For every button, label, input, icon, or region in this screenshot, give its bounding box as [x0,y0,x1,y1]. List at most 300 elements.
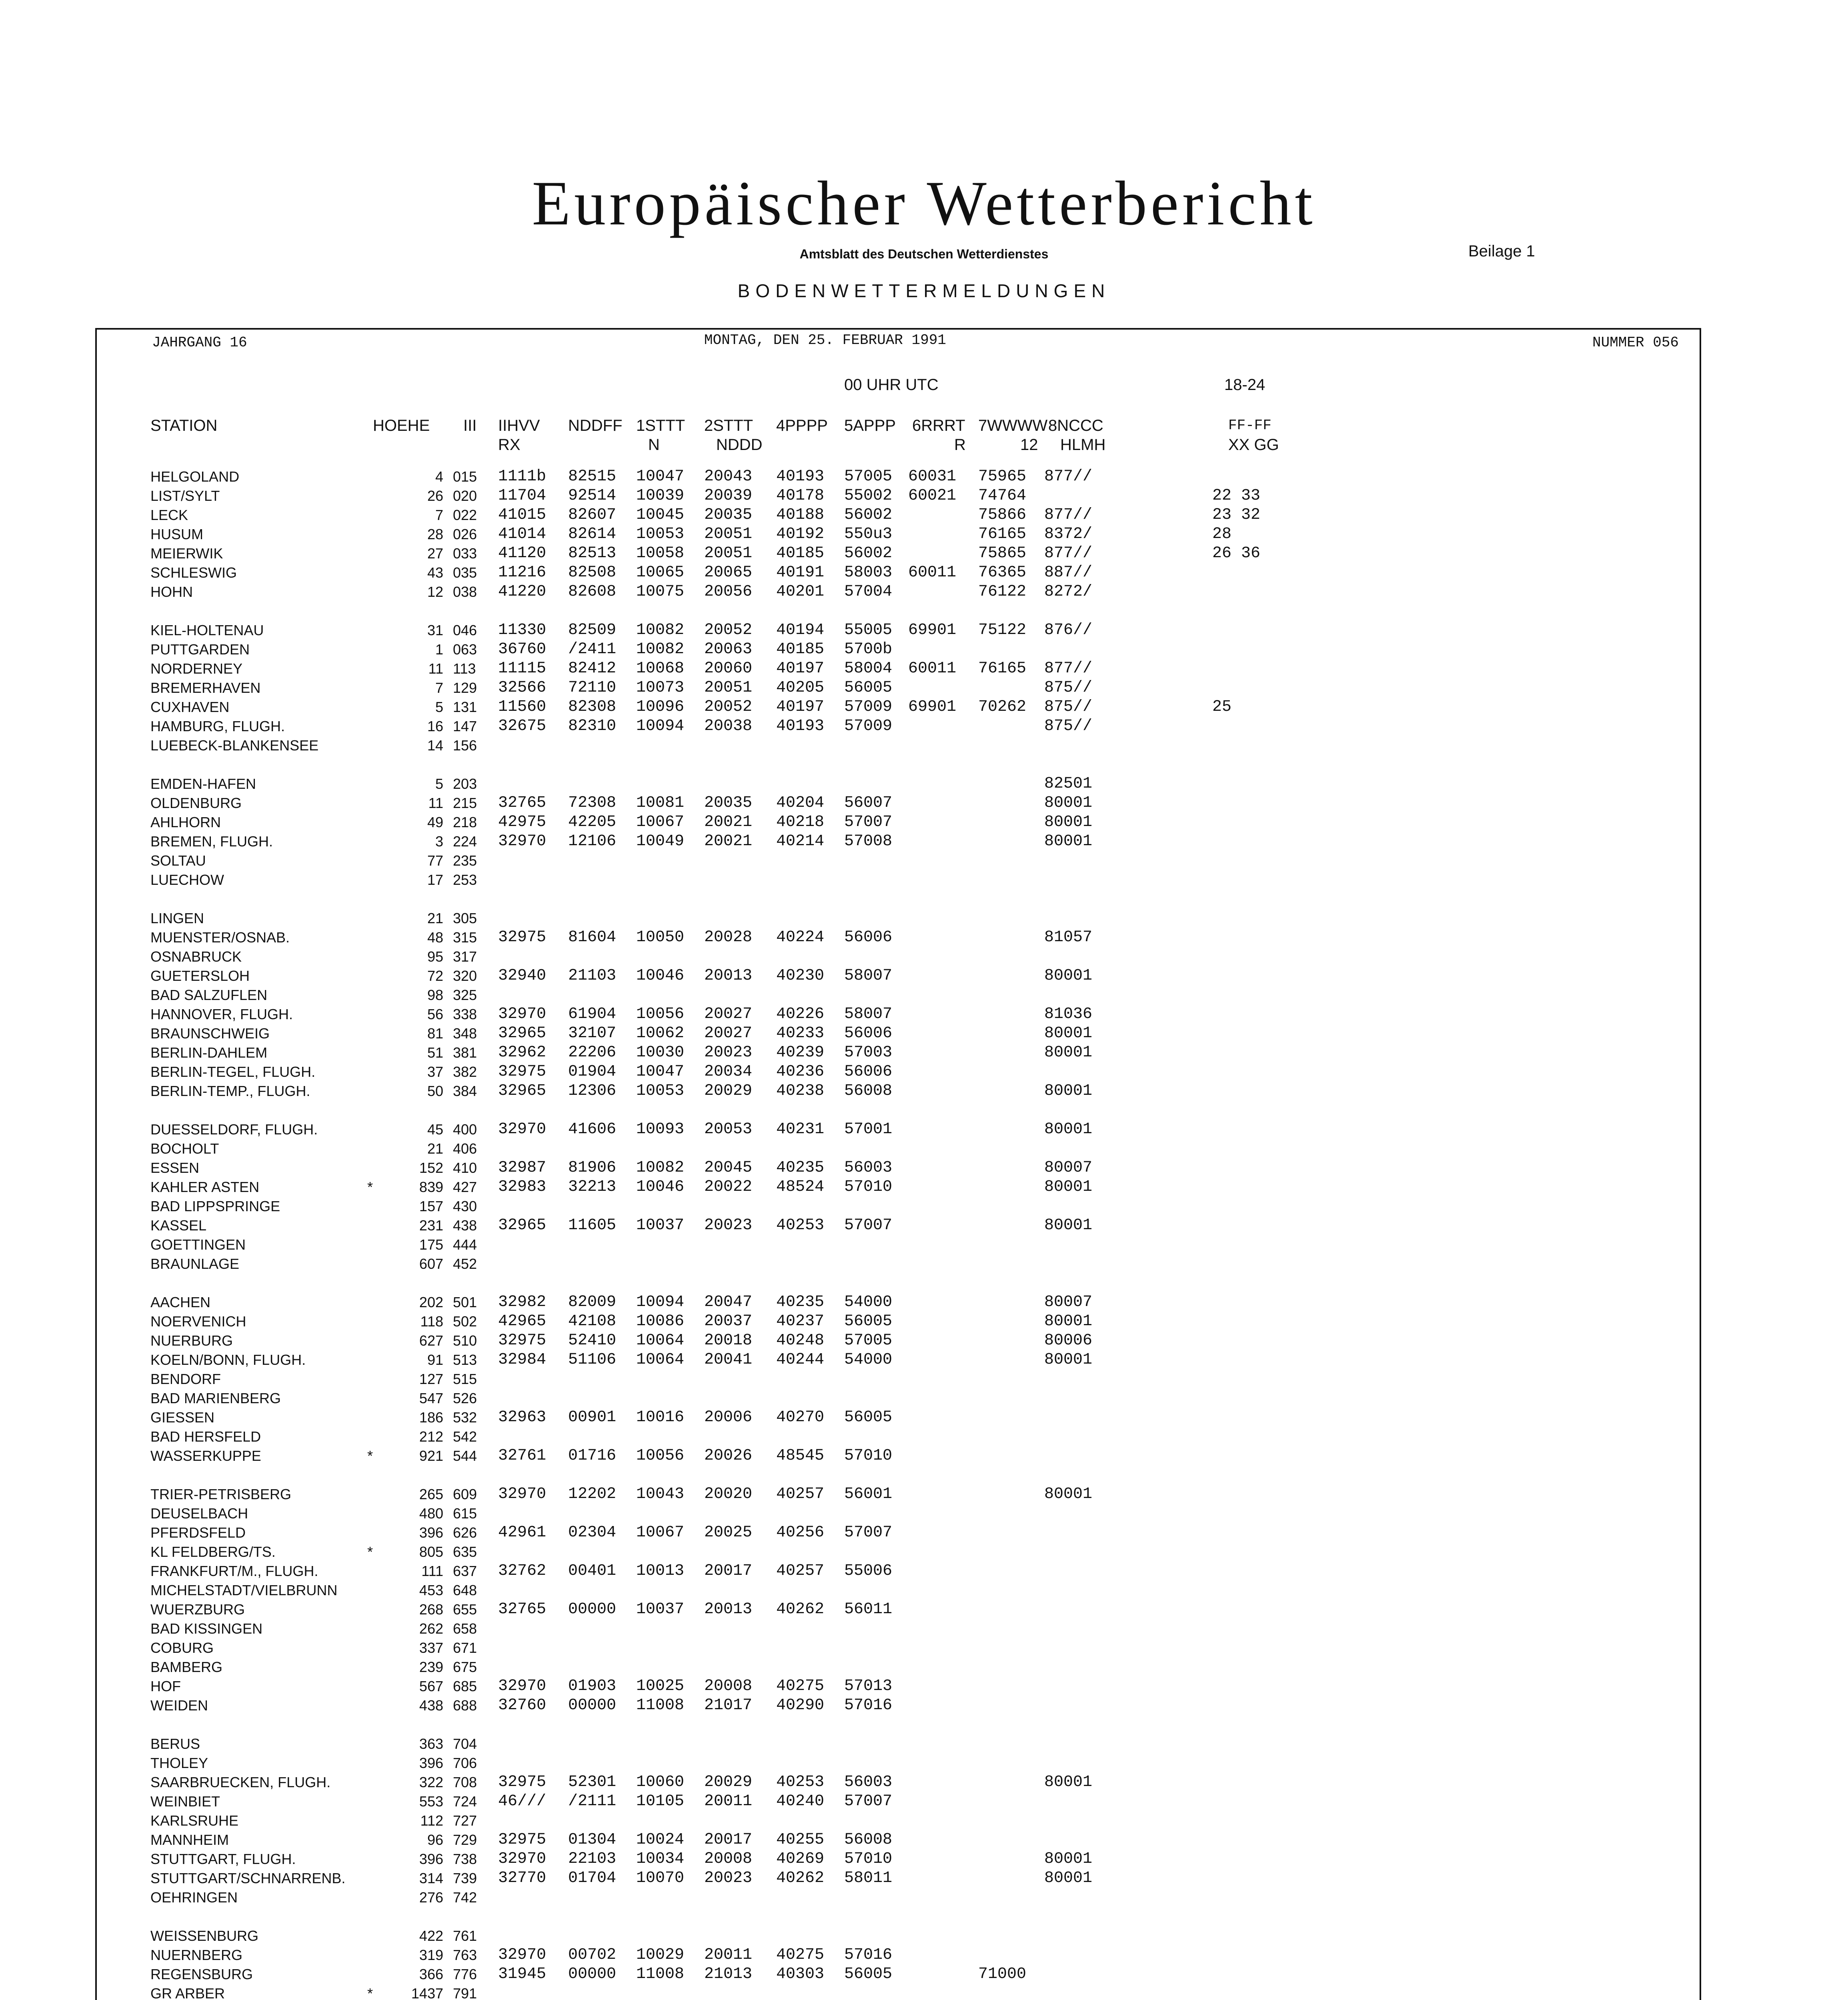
group-2sttt: 20034 [704,1063,753,1081]
station-id: 147 [453,718,477,734]
group-7wwww: 75866 [978,506,1027,524]
station-name: BAMBERG [150,1659,223,1675]
group-5appp: 57005 [844,468,893,486]
station-name: BAD MARIENBERG [150,1390,281,1406]
group-nddff: 52410 [568,1332,617,1350]
group-iihvv: 41220 [498,583,547,601]
group-iihvv: 32970 [498,1485,547,1503]
station-id: 022 [453,507,477,523]
group-iihvv: 32970 [498,832,547,850]
station-name: COBURG [150,1640,214,1656]
station-height: 127 [419,1371,443,1387]
column-header: 8NCCC [1048,417,1103,434]
table-row [0,1984,1848,2000]
group-7wwww: 76165 [978,525,1027,543]
group-5appp: 56008 [844,1831,893,1849]
station-name: HELGOLAND [150,468,240,485]
group-nddff: 52301 [568,1773,617,1791]
station-height: 48 [427,929,443,946]
group-5appp: 57005 [844,1332,893,1350]
station-height: 921 [419,1448,443,1464]
group-1sttt: 10065 [636,564,685,582]
group-8nccc: 8372/ [1044,525,1093,543]
group-iihvv: 32975 [498,1332,547,1350]
group-2sttt: 20006 [704,1408,753,1426]
station-height: 186 [419,1409,443,1426]
group-ffff: 22 33 [1212,487,1261,505]
group-5appp: 56006 [844,1063,893,1081]
group-iihvv: 32987 [498,1159,547,1177]
group-1sttt: 10045 [636,506,685,524]
station-name: GIESSEN [150,1409,215,1426]
table-row [0,506,1848,525]
station-name: SOLTAU [150,852,206,869]
group-4pppp: 40226 [776,1005,825,1023]
station-height: 91 [427,1352,443,1368]
station-height: 262 [419,1620,443,1637]
column-header: III [463,417,477,434]
group-5appp: 56001 [844,1485,893,1503]
station-height: 17 [427,872,443,888]
group-5appp: 56006 [844,928,893,946]
group-2sttt: 20056 [704,583,753,601]
group-2sttt: 20060 [704,660,753,678]
station-height: 5 [435,776,443,792]
station-name: KOELN/BONN, FLUGH. [150,1352,306,1368]
group-2sttt: 20021 [704,832,753,850]
station-id: 026 [453,526,477,542]
station-name: BERLIN-DAHLEM [150,1044,268,1061]
group-nddff: 01716 [568,1447,617,1465]
station-height: 14 [427,737,443,754]
station-id: 235 [453,852,477,869]
group-5appp: 56003 [844,1159,893,1177]
group-7wwww: 76365 [978,564,1027,582]
station-height: 202 [419,1294,443,1310]
group-1sttt: 10025 [636,1677,685,1695]
group-2sttt: 20065 [704,564,753,582]
group-1sttt: 10062 [636,1024,685,1042]
section-title: BODENWETTERMELDUNGEN [737,280,1111,301]
group-2sttt: 20023 [704,1869,753,1887]
station-height: 363 [419,1736,443,1752]
group-iihvv: 32970 [498,1946,547,1964]
group-2sttt: 21013 [704,1965,753,1983]
station-height: 81 [427,1025,443,1042]
station-height: 157 [419,1198,443,1214]
group-iihvv: 11115 [498,660,547,678]
group-1sttt: 10082 [636,640,685,658]
group-5appp: 56003 [844,1773,893,1791]
station-name: BERLIN-TEGEL, FLUGH. [150,1064,316,1080]
group-5appp: 58007 [844,1005,893,1023]
station-name: DUESSELDORF, FLUGH. [150,1121,318,1138]
group-nddff: 72110 [568,679,617,697]
table-row [0,966,1848,986]
station-name: WEISSENBURG [150,1928,259,1944]
group-1sttt: 10060 [636,1773,685,1791]
group-4pppp: 40192 [776,525,825,543]
group-5appp: 55006 [844,1562,893,1580]
group-nddff: 82614 [568,525,617,543]
station-id: 033 [453,545,477,562]
table-row [0,870,1848,890]
group-8nccc: 80001 [1044,1120,1093,1138]
group-nddff: 01304 [568,1831,617,1849]
group-5appp: 56006 [844,1024,893,1042]
table-row [0,1850,1848,1869]
station-name: BRAUNLAGE [150,1256,240,1272]
station-name: WUERZBURG [150,1601,245,1618]
station-id: 635 [453,1544,477,1560]
group-5appp: 58004 [844,660,893,678]
group-iihvv: 36760 [498,640,547,658]
table-row [0,813,1848,832]
station-id: 305 [453,910,477,926]
group-7wwww: 76165 [978,660,1027,678]
station-height: 438 [419,1697,443,1714]
group-7wwww: 70262 [978,698,1027,716]
mountain-marker: * [367,1179,373,1195]
station-height: 480 [419,1505,443,1522]
station-name: GOETTINGEN [150,1236,246,1253]
group-nddff: 82310 [568,717,617,735]
group-4pppp: 40188 [776,506,825,524]
table-row [0,851,1848,870]
group-4pppp: 40240 [776,1792,825,1810]
group-1sttt: 10058 [636,544,685,562]
group-4pppp: 40197 [776,698,825,716]
group-4pppp: 40275 [776,1677,825,1695]
station-height: 7 [435,680,443,696]
group-1sttt: 10082 [636,621,685,639]
group-2sttt: 20017 [704,1562,753,1580]
station-id: 637 [453,1563,477,1579]
group-6rrrt: 69901 [908,698,957,716]
station-id: 381 [453,1044,477,1061]
group-5appp: 56008 [844,1082,893,1100]
station-name: LINGEN [150,910,204,926]
group-8nccc: 887// [1044,564,1093,582]
table-row [0,1773,1848,1792]
group-8nccc: 80001 [1044,794,1093,812]
station-id: 704 [453,1736,477,1752]
group-4pppp: 40185 [776,544,825,562]
table-row [0,1408,1848,1427]
group-5appp: 57010 [844,1850,893,1868]
group-ffff: 23 32 [1212,506,1261,524]
station-id: 046 [453,622,477,638]
column-header: STATION [150,417,218,434]
station-id: 526 [453,1390,477,1406]
station-height: 314 [419,1870,443,1886]
group-4pppp: 40239 [776,1044,825,1062]
station-height: 7 [435,507,443,523]
group-4pppp: 40201 [776,583,825,601]
station-height: 547 [419,1390,443,1406]
group-5appp: 57013 [844,1677,893,1695]
group-nddff: 82509 [568,621,617,639]
station-name: STUTTGART, FLUGH. [150,1851,296,1867]
station-id: 706 [453,1755,477,1771]
group-iihvv: 32975 [498,1063,547,1081]
group-8nccc: 80001 [1044,1024,1093,1042]
group-5appp: 550u3 [844,525,893,543]
table-row [0,1312,1848,1331]
group-6rrrt: 60011 [908,564,957,582]
group-iihvv: 32975 [498,1831,547,1849]
group-iihvv: 32963 [498,1408,547,1426]
station-height: 31 [427,622,443,638]
table-row [0,1696,1848,1715]
column-header: 5APPP [844,417,896,434]
group-2sttt: 20017 [704,1831,753,1849]
station-name: PUTTGARDEN [150,641,250,658]
table-row [0,1293,1848,1312]
group-iihvv: 32675 [498,717,547,735]
group-5appp: 56002 [844,544,893,562]
group-nddff: /2411 [568,640,617,658]
group-4pppp: 40194 [776,621,825,639]
station-height: 118 [420,1313,443,1330]
station-height: 95 [427,948,443,965]
station-id: 382 [453,1064,477,1080]
group-iihvv: 46/// [498,1792,547,1810]
table-row [0,1158,1848,1178]
station-id: 761 [453,1928,477,1944]
table-row [0,1504,1848,1523]
station-name: BAD KISSINGEN [150,1620,263,1637]
table-row [0,1965,1848,1984]
group-4pppp: 40185 [776,640,825,658]
group-1sttt: 10094 [636,717,685,735]
group-nddff: 82508 [568,564,617,582]
group-1sttt: 10067 [636,813,685,831]
group-8nccc: 80001 [1044,1216,1093,1234]
group-iihvv: 32975 [498,928,547,946]
group-nddff: 82412 [568,660,617,678]
station-id: 609 [453,1486,477,1502]
station-height: 553 [419,1793,443,1810]
station-height: 77 [427,852,443,869]
station-name: LUEBECK-BLANKENSEE [150,737,319,754]
column-header: NDDD [716,436,763,454]
station-id: 791 [453,1985,477,2000]
station-height: 422 [419,1928,443,1944]
station-id: 658 [453,1620,477,1637]
group-iihvv: 32965 [498,1024,547,1042]
group-5appp: 56007 [844,794,893,812]
mountain-marker: * [367,1448,373,1464]
station-name: WEINBIET [150,1793,220,1810]
station-name: AACHEN [150,1294,211,1310]
group-6rrrt: 60031 [908,468,957,486]
station-id: 738 [453,1851,477,1867]
group-8nccc: 80001 [1044,1485,1093,1503]
group-5appp: 54000 [844,1293,893,1311]
group-4pppp: 40204 [776,794,825,812]
group-nddff: 81906 [568,1159,617,1177]
group-4pppp: 40253 [776,1773,825,1791]
station-height: 319 [419,1947,443,1963]
column-header: NDDFF [568,417,623,434]
station-name: BAD HERSFELD [150,1428,261,1445]
station-id: 131 [453,699,477,715]
column-header: 2STTT [704,417,753,434]
group-nddff: 22206 [568,1044,617,1062]
group-1sttt: 10070 [636,1869,685,1887]
group-4pppp: 40290 [776,1696,825,1714]
group-nddff: 41606 [568,1120,617,1138]
group-nddff: 51106 [568,1351,617,1369]
ff-period: 18-24 [1224,376,1265,394]
group-5appp: 57009 [844,717,893,735]
column-header: 4PPPP [776,417,828,434]
station-name: PFERDSFELD [150,1524,246,1541]
group-iihvv: 32762 [498,1562,547,1580]
group-iihvv: 41014 [498,525,547,543]
group-nddff: 32213 [568,1178,617,1196]
group-4pppp: 40257 [776,1562,825,1580]
group-2sttt: 20013 [704,1600,753,1618]
station-id: 203 [453,776,477,792]
group-7wwww: 75122 [978,621,1027,639]
observation-time: 00 UHR UTC [844,376,939,394]
table-row [0,1389,1848,1408]
group-iihvv: 32770 [498,1869,547,1887]
station-height: 567 [419,1678,443,1694]
table-row [0,1946,1848,1965]
group-1sttt: 10049 [636,832,685,850]
group-4pppp: 48524 [776,1178,825,1196]
group-1sttt: 10029 [636,1946,685,1964]
volume-label: JAHRGANG 16 [152,334,247,351]
group-8nccc: 80001 [1044,1082,1093,1100]
group-2sttt: 20028 [704,928,753,946]
group-ffff: 25 [1212,698,1232,716]
station-height: 152 [419,1160,443,1176]
group-nddff: 12202 [568,1485,617,1503]
station-height: 11 [428,795,443,811]
table-row [0,544,1848,563]
station-id: 685 [453,1678,477,1694]
station-height: 16 [427,718,443,734]
group-nddff: 82009 [568,1293,617,1311]
group-4pppp: 40257 [776,1485,825,1503]
group-1sttt: 10039 [636,487,685,505]
station-name: EMDEN-HAFEN [150,776,256,792]
column-header: 1STTT [636,417,685,434]
group-7wwww: 75965 [978,468,1027,486]
column-header: N [648,436,660,454]
group-2sttt: 20018 [704,1332,753,1350]
group-4pppp: 40262 [776,1600,825,1618]
column-header: FF-FF [1228,417,1272,434]
group-4pppp: 40233 [776,1024,825,1042]
station-height: 49 [427,814,443,830]
group-2sttt: 20043 [704,468,753,486]
station-id: 038 [453,584,477,600]
group-4pppp: 40248 [776,1332,825,1350]
group-1sttt: 10013 [636,1562,685,1580]
station-name: DEUSELBACH [150,1505,248,1522]
group-1sttt: 10081 [636,794,685,812]
station-name: WASSERKUPPE [150,1448,261,1464]
group-5appp: 57010 [844,1178,893,1196]
group-iihvv: 32765 [498,794,547,812]
table-row [0,1043,1848,1062]
table-row [0,525,1848,544]
group-5appp: 57016 [844,1696,893,1714]
station-name: OEHRINGEN [150,1889,238,1906]
group-5appp: 5700b [844,640,893,658]
station-height: 112 [420,1812,443,1829]
group-8nccc: 80001 [1044,1044,1093,1062]
station-id: 015 [453,468,477,485]
table-row [0,621,1848,640]
group-nddff: 82513 [568,544,617,562]
group-2sttt: 20011 [704,1792,753,1810]
table-row [0,467,1848,486]
group-4pppp: 40191 [776,564,825,582]
station-height: 276 [419,1889,443,1906]
group-4pppp: 40205 [776,679,825,697]
station-height: 4 [435,468,443,485]
group-nddff: 82608 [568,583,617,601]
group-nddff: 01704 [568,1869,617,1887]
station-name: KIEL-HOLTENAU [150,622,264,638]
group-iihvv: 11216 [498,564,547,582]
table-row [0,1178,1848,1197]
station-name: NUERNBERG [150,1947,243,1963]
table-row [0,582,1848,602]
table-row [0,717,1848,736]
station-name: BERUS [150,1736,200,1752]
station-height: 212 [419,1428,443,1445]
group-1sttt: 10093 [636,1120,685,1138]
group-iihvv: 32765 [498,1600,547,1618]
group-8nccc: 875// [1044,679,1093,697]
table-row [0,1082,1848,1101]
station-name: LIST/SYLT [150,488,220,504]
station-height: 21 [427,1140,443,1157]
column-header: HOEHE [373,417,430,434]
station-id: 502 [453,1313,477,1330]
group-nddff: 00000 [568,1696,617,1714]
table-row [0,1754,1848,1773]
report-date: MONTAG, DEN 25. FEBRUAR 1991 [704,332,946,348]
group-5appp: 57007 [844,1216,893,1234]
group-4pppp: 40193 [776,468,825,486]
station-height: 396 [419,1851,443,1867]
station-height: 453 [419,1582,443,1598]
station-height: 21 [427,910,443,926]
group-1sttt: 10056 [636,1447,685,1465]
table-row [0,678,1848,698]
group-4pppp: 40224 [776,928,825,946]
station-id: 671 [453,1640,477,1656]
group-8nccc: 875// [1044,717,1093,735]
table-row [0,1638,1848,1658]
station-name: NOERVENICH [150,1313,246,1330]
group-4pppp: 40275 [776,1946,825,1964]
table-row [0,1427,1848,1446]
group-7wwww: 76122 [978,583,1027,601]
group-2sttt: 20051 [704,525,753,543]
station-id: 224 [453,833,477,850]
station-height: 11 [428,660,443,677]
station-name: BERLIN-TEMP., FLUGH. [150,1083,310,1099]
